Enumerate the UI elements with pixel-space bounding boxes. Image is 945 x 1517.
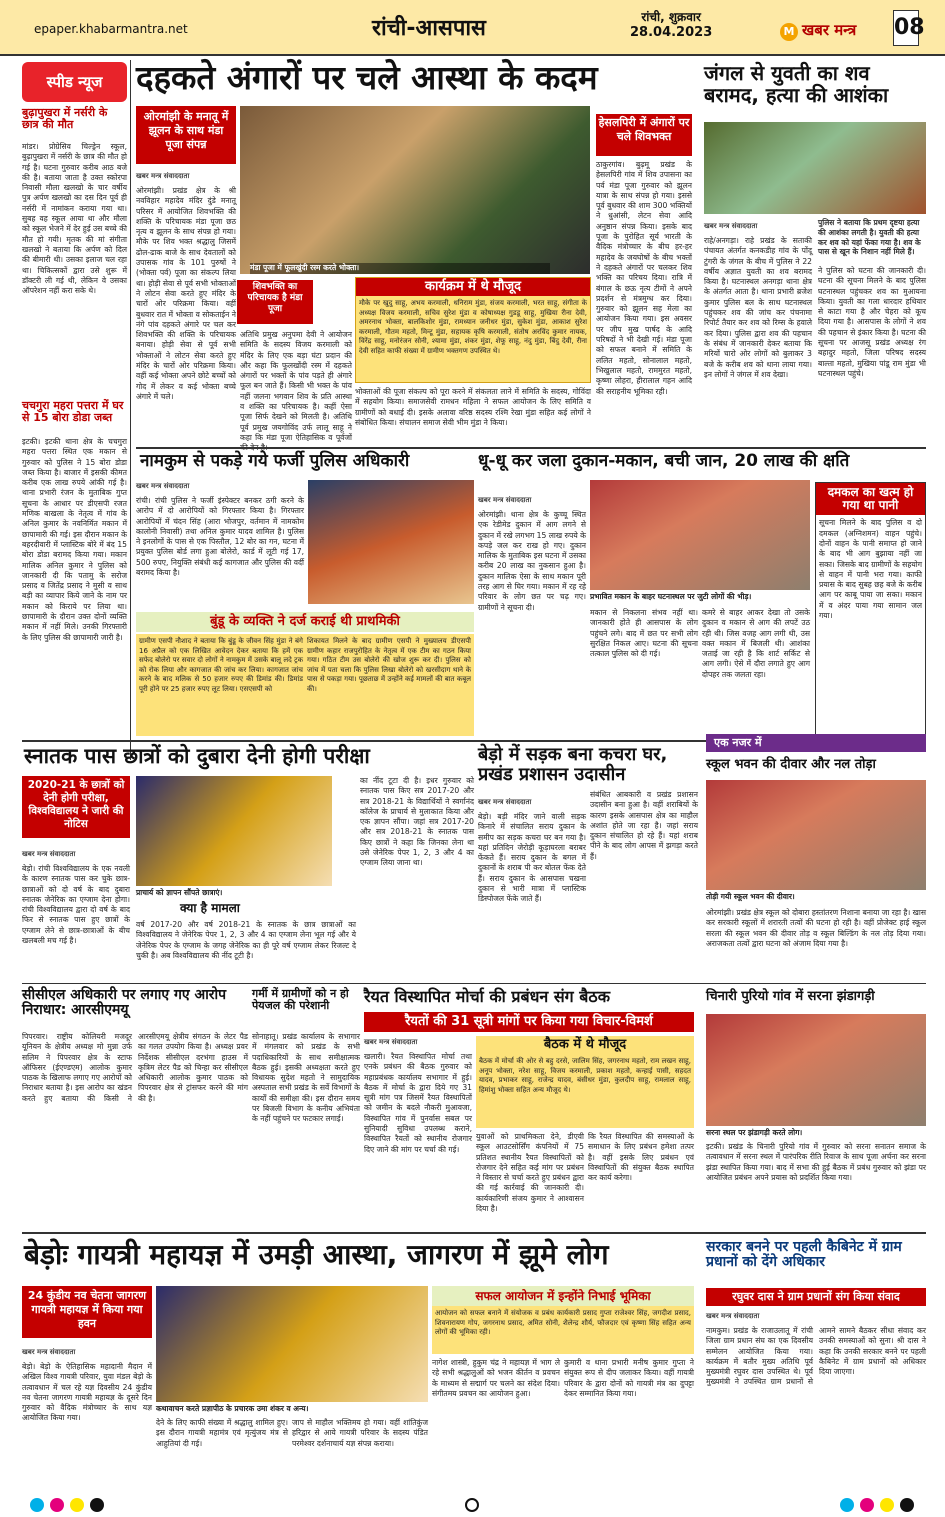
exam-photo-caption: प्राचार्य को ज्ञापन सौंपते छात्राएं। [136,888,223,897]
fire-story-col1: ओरमांझी। थाना क्षेत्र के कुच्चू स्थित एक रेडीमेड दुकान में आग लगने से दुकान में रखे लगभग 15 लाख रुपये के कपड़े जल कर राख हो गए। दुकान मालिक के मुताबिक इस घटना में उसका करीब 20 लाख का नुकसान हुआ है। दुकान मालिक ऐसा के साथ मकान पूरी तरह आग से घिर गया। मकान में रह रहे परिवार के लोग छत पर चढ़ गए। ग्रामीणों ने सूचना दी। [478,510,586,612]
speed-headline-1: बुढ़ापुखरा में नर्सरी के छात्र की मौत [22,106,108,132]
wall-story: ओरमांझी। प्रखंड क्षेत्र स्कूल को दोबारा हस्तांतरण निशाना बनाया जा रहा है। खास कर सरकारी स्कूलों में शरारती तत्वों की घटना हो रही है। वहीं प्रोजेक्ट हाई स्कूल सरला की स्कूल भवन की दीवार तोड़ व स्कूल बिल्डिंग के नल तोड़ दिया गया। अराजकता तत्वों द्वारा घटना को अंजाम दिया गया है। [706,908,926,948]
raiyat-story-col2: युवाओं को प्राथमिकता देने, डीएवी स्कूल आउटसोर्सिंग कंपनियों में 75 प्रतिशत स्थानीय रैयत विस्थापितों को रोजगार देने सहित कई मांग पर प्रबंधन ने विस्तार से चर्चा करते हुए प्रबंधन द्वारा की गई कार्रवाई की जानकारी दी। कार्यकारिणी संजय कुमार ने आश्वासन दिया है। [476,1132,584,1214]
column-divider [130,60,131,760]
fire-story-col3: कमरे से बाहर आकर देखा तो उसके दुकान व मकान से आग की लपटें उठ रही थी। जिस वजह आग लगी थी, उस वक्त मकान में बिजली थी। आशंका जताई जा रही है कि शार्ट सर्किट से आग लगी। ऐसे में दौरा लगाते हुए आग दोपहर तक जलता रहा। [702,608,810,679]
fire-story-col2: मकान से निकलना संभव नहीं था। जानकारी होते ही आसपास के लोग पहुंचने लगे। बाद में छत पर सभी लोग सुरक्षित निकल आए। घटना की सूचना तत्काल पुलिस को दी गई। [590,608,698,659]
road-story-col2: संबंधित आबकारी व प्रखंड प्रशासन उदासीन बना हुआ है। वहीं शराबियों के कारण इसके आसपास क्षेत्र का माहौल अशांत होते जा रहा है। जहां सराय दुकान संचालित हो रहे हैं। यहां शराब पीने के बाद लोग आपस में झगड़ा करते हैं। [590,790,698,861]
dateline [630,8,712,40]
magenta-dot [50,1498,64,1512]
cyan-dot [30,1498,44,1512]
fire-photo [590,480,810,590]
wall-photo [706,780,926,890]
fire-photo-caption: प्रभावित मकान के बाहर घटनास्थल पर जुटी लोगों की भीड़। [590,592,752,601]
main-pullquote: शिवभक्ति का परिचायक है मंडा पूजा [237,280,313,324]
main-subhead: ओरमांझी के मनातू में झूलन के साथ मंडा पूजा संपन्न [136,106,236,164]
hesal-headline: हेसलपिरी में अंगारों पर चले शिवभक्त [596,114,692,156]
police-photo [308,480,474,604]
raiyat-story-col3: कि रैयत विस्थापित की समस्याओं के समाधान के लिए प्रबंधन हमेशा तत्पर है। वहीं इसके लिए प्रबंधन एवं विस्थापितों की संयुक्त बैठक स्थापित कर कार्य करेगा। [588,1132,694,1183]
exam-story-col3: का नींद टूटा दी है। इधर गुरुवार को स्नातक पास किए सत्र 2017-20 और सत्र 2018-21 के विद्यार्थियों ने स्वर्गानंद कॉलेज के प्राचार्य से मुलाकात किया और एक ज्ञापन सौंपा। जहां सत्र 2017-20 और सत्र 2018-21 के स्नातक पास किए छात्रों ने कहा कि जिनका लेना था उसे जेनेरिक पेपर 1, 2, 3 और 4 का एग्जाम लिया जाना था। [360,776,474,868]
place: रांची, शुक्रवार [641,10,701,24]
cabinet-story: नामकुम। प्रखंड के राजाउलातू में रांची जिला ग्राम प्रधान संघ का एक दिवसीय सम्मेलन आयोजित किया गया। कार्यक्रम में बतौर मुख्य अतिथि पूर्व मुख्यमंत्री रघुवर दास उपस्थित थे। पूर्व मुख्यमंत्री ने उपस्थित ग्राम प्रधानों से आमने सामने बैठकर सीधा संवाद कर उनकी समस्याओं को सुना। श्री दास ने कहा कि उनकी सरकार बनने पर पहली कैबिनेट में ग्राम प्रधानों को अधिकार दिया जाएगा। [706,1326,926,1387]
speed-headline-2: चचगुरा महरा पत्तरा में घर से 15 बोरा डोडा जब्त [22,399,124,425]
chinari-headline: चिनारी पुरियो गांव में सरना झंडागड़ी [706,989,875,1004]
fire-box [815,482,926,736]
cabinet-headline: सरकार बनने पर पहली कैबिनेट में ग्राम प्रधानों को देंगे अधिकार [706,1239,902,1271]
exam-story-col2: वर्ष 2017-20 और वर्ष 2018-21 के स्नातक के छात्र छात्राओं का विश्वविद्यालय ने जेनेरिक पेपर 1, 2, 3 और 4 का एग्जाम लेना भूल गई और ये जेनेरिक पेपर के एग्जाम के जगह जेनेरिक का ही पूरे वर्ष एग्जाम लेकर रिजल्ट दे चुकी है। अब विश्वविद्यालय की नींद टूटी है। [136,920,356,960]
hesal-story: ठाकुरगांव। बुढ़मू प्रखंड के हेसलपिरी गांव में शिव उपासना का पर्व मंडा पूजा गुरुवार को झूलन यात्रा के साथ संपन्न हो गया। इससे पूर्व बुधवार की शाम 300 भक्तियों ने धुआंसी, लेटन सेवा आदि अनुष्ठान संपन्न किया। इसके बाद पूजा के पुरोहित सूर्य भारती के वैदिक मंत्रोच्चार के बीच हर-हर महादेव के जयघोषों के बीच भक्तों ने दहकते अंगारों पर चलकर शिव भक्ति का परिचय दिया। रात्रि में बंगाल के छऊ नृत्य टीमों ने अपने प्रदर्शन से मंत्रमुग्ध कर दिया। गुरुवार को झूलन सह मेला का आयोजन किया गया। इस अवसर पर जीप मुख पार्षद के आदि परिषदों ने भी देखी गई। मंडा पूजा को सफल बनाने में समिति के ललित महतो, सोनालाल महतो, भिखुलाल महतो, राममुरत महतो, कृष्णा लोहरा, हीरालाल गहन आदि की सराहनीय भूमिका रही। [596,160,692,396]
brand-icon: M [780,23,798,41]
black-dot [90,1498,104,1512]
cabinet-subhead: रघुवर दास ने ग्राम प्रधानों संग किया संवाद [706,1288,926,1306]
exam-subhead-2: क्या है मामला [180,901,240,915]
gayatri-box-text: आयोजन को सफल बनाने में संयोजक व प्रबंध कार्यकारी प्रसाद गुप्ता राजेश्वर सिंह, जगदीश प्रसाद, शिवनारायण गोप, जगरनाथ प्रसाद, अमित सोनी, शैलेन्द्र शौर्य, फौजदार एवं कृष्णा सिंह सहित अन्य लोगों की भूमिका रही। [432,1306,694,1354]
gayatri-story-col4: नागेश शास्त्री, हुकुम चंद्र ने महायज्ञ में भाग ले रहे सभी श्रद्धालुओं को भजन कीर्तन व प्रवचन के माध्यम से सद्मार्ग पर चलने का संदेश दिया। संगीतमय प्रवचन का आयोजन हुआ। [432,1358,560,1398]
main-story-col1: ओरमांझी। प्रखंड क्षेत्र के श्री नवविहार महादेव मंदिर दुंडे मनातू परिसर में आयोजित शिवभक्ति की शक्ति के परिचायक मंडा पूजा छठ नृत्य व झूलन के साथ संपन्न हो गया। मौके पर शिव भक्त श्रद्धालु जिसमें ढोल-ढाक बाजे के साथ देवतालों को उपासक गांव के 101 पुरुषों ने (भोक्ता पर्व) पूजा का संकल्प लिया था। होड़ी सेवा से पूर्व सभी भोक्ताओं ने लोटन सेवा करते हुए मंदिर के चारों ओर परिक्रमा किया। वहीं बुधवार रात में भोक्ता व सोकताईन ने नंगे पांव दहकते अंगारे पर चल कर शिवभक्ति की शक्ति के परिचायक बनाया। होड़ी सेवा से पूर्व सभी भोक्ताओं ने लोटन सेवा करते हुए मंदिर के चारों ओर परिक्रमा किया। वहीं कई भोक्ता अपने छोटे बच्चों को गोद में लेकर व कई भोक्ता बच्चे अंगारे में चले। [136,186,237,401]
exam-byline: खबर मन्त्र संवाददाता [22,850,76,858]
speed-news-badge: स्पीड न्यूज [22,62,127,102]
fire-headline: धू-धू कर जला दुकान-मकान, बची जान, 20 लाख की क्षति [478,451,850,471]
road-headline: बेड़ो में सड़क बना कचरा घर, प्रखंड प्रशासन उदासीन [478,744,668,785]
yellow-dot [880,1498,894,1512]
ccl-story: पिपरवार। राष्ट्रीय कोलियरी मजदूर यूनियन के क्षेत्रीय अध्यक्ष मो मुन्ना उर्फ सलिम ने पिपरवार क्षेत्र के स्टाफ ऑफिसर (ईएण्डएम) आलोक कुमार पाठक के खिलाफ लगाए गए आरोपों को निराधार बताया है। इस आरोप का खंडन करते हुए बताया की किसी ने आरसीएमयू क्षेत्रीय संगठन के लेटर पैड का गलत उपयोग किया है। अध्यक्ष प्रवर निर्देशक सीसीएल दरभंगा हाउस में कृत्रिम लेटर पैड को चिन्हा कर सीसीएल अधिकारी आलोक कुमार पाठक को पिपरवार क्षेत्र से ट्रांसफर करने की मांग की है। [22,1032,248,1103]
registration-marks [0,1490,945,1517]
cyan-dot [840,1498,854,1512]
fire-byline: खबर मन्त्र संवाददाता [478,496,532,504]
yellow-dot [70,1498,84,1512]
black-dot [900,1498,914,1512]
gayatri-byline: खबर मन्त्र संवाददाता [22,1348,76,1356]
section-rule [22,1232,926,1234]
main-story-col2: अतिथि प्रमुख अनुपमा देवी ने आयोजन समिति के सदस्य विजय करमाली को मंदिर के लिए एक बड़ा घंटा प्रदान की और कहा कि फूलखोंदी रस्म में दहकते अंगारों पर भक्तों के पांव पड़ते ही अंगारे फूल बन जाते हैं। किसी भी भक्त के पांव नहीं जलना भगवान शिव के प्रति आस्था व शक्ति का परिचायक है। कहीं ऐसा पूजा सिर्फ देखने को मिलती है। अतिथि पूर्व प्रमुख जयगोविंद उर्फ लालू साहू ने कहा कि मंडा पूजा ऐतिहासिक व पूर्वजों [240,330,352,442]
police-box [136,634,474,736]
gayatri-subhead: 24 कुंडीय नव चेतना जागरण गायत्री महायज्ञ में किया गया हवन [22,1286,152,1338]
date: 28.04.2023 [630,25,713,40]
police-story: रांची। रांची पुलिस ने फर्जी इंस्पेक्टर बनकर ठगी करने के आरोप में दो आरोपियों को गिरफ्तार किया है। गिरफ्तार आरोपियों में चंदन सिंह (आरा भोजपुर, वर्तमान में नामकोम कालोनी निवासी) तथा अनिल कुमार यादव शामिल है। पुलिस ने इनलोगों के पास से एक पिस्तौल, 12 बोर का गन, घटना में प्रयुक्त पुलिस बोर्ड लगा हुआ बोलेरो, कार्ड में लूटी गई 17, 500 रुपए, नियुक्ति संबंधी कई कागजात और पुलिस की वर्दी बरामद किया है। [136,496,304,578]
raiyat-subhead: रैयतों की 31 सूत्री मांगों पर किया गया विचार-विमर्श [364,1012,694,1032]
gayatri-story-col5: कुमारी व थाना प्रभारी मनीष कुमार गुप्ता ने संयुक्त रूप से दीप जलाकर किया। वहीं गायत्री परिवार के द्वारा दोनों को गायत्री मंत्र का दुपट्टा देकर सम्मानित किया गया। [564,1358,694,1398]
fire-box-title: दमकल का खत्म हो गया था पानी [816,483,925,515]
attendees-box [355,277,591,383]
fire-box-text: सूचना मिलने के बाद पुलिस व दो दमकल (अग्निशमन) वाहन पहुंचे। दोनों वाहन के पानी समाप्त हो जाने के बाद भी आग बुझाया नहीं जा सका। जिसके बाद ग्रामीणों के सहयोग से वाहन में पानी भरा गया। काफी प्रयास के बाद सुबह छह बजे के करीब आग पर काबू पाया जा सका। मकान में व अंदर पाया गया सामान जल गया। [819,518,922,621]
gayatri-photo-caption: कथावाचन करते प्रज्ञापीठ के प्रचारक उमा शंकर व अन्य। [156,1404,309,1413]
body-pullquote: पुलिस ने बताया कि प्रथम दृष्टया हत्या की आशंका लगती है। युवती की हत्या कर शव को यहां फेंका गया है। शव के पास से खून के निशान नहीं मिले हैं। [818,218,921,257]
gayatri-box-title: सफल आयोजन में इन्होंने निभाई भूमिका [432,1286,694,1306]
main-byline: खबर मन्त्र संवाददाता [136,172,190,180]
police-box-col1: ग्रामीण एसपी नौशाद ने बताया कि बुंडू के जीवन सिंह मुंडा ने बंगे 16 अप्रैल को एक लिखित आवेदन देकर बताया कि हमें एक सफेद बोलेरो पर सवार दो लोगों ने नामकुम में उसके बालू लदे ट्रक को रोक लिया और कागजात की जांच कर लिया। कागजात जांच करने के बाद मलिक से 50 हजार रुपए की डिमांड की। डिमांड पूरी होने पर 25 हजार रुपए लूट लिया। एसएसपी को [139,637,303,693]
road-byline: खबर मन्त्र संवाददाता [478,798,532,806]
chinari-photo-caption: सरना स्थल पर झंडागड़ी करते लोग। [706,1128,803,1137]
water-headline: गर्मी में ग्रामीणों को न हो पेयजल की परेशानी [252,987,349,1013]
exam-headline: स्नातक पास छात्रों को दुबारा देनी होगी परीक्षा [24,744,370,768]
gayatri-story-col2: देने के लिए काफी संख्या में श्रद्धालु शामिल हुए। इस दौरान गायत्री महामंत्र एवं मृत्युंजय मंत्र से आहुतियां दी गई। [156,1418,288,1448]
attendees-box-title: कार्यक्रम में थे मौजूद [356,278,590,296]
raiyat-box-title: बैठक में थे मौजूद [543,1037,627,1052]
section-title: रांची-आसपास [372,16,486,41]
speed-story-1: मांडर। प्रोग्रेसिव चिल्ड्रेन स्कूल, बुढ़ापुखरा में नर्सरी के छात्र की मौत हो गई है। घटना गुरुवार करीब आठ बजे की है। बताया जाता है उक्त स्कोरपा निवासी मौला खलखो के चार वर्षीय पुत्र अर्पण खलखो का दस दिन पूर्व ही नर्सरी में नामांकन कराया गया था। सुबह वह स्कूल आया था और मौला को स्कूल भेजने में देर हुई उस बच्चे की मौत हो गयी। मृतक की मां संगीता खलखो ने बताया कि अर्पण को दिल की बीमारी थी। उसका इलाज चल रहा था। चिकित्सकों द्वारा उसे शुरू में डॉक्टरी ली गई थी, लेकिन वे उसका ऑपरेशन नहीं करा सके थे। [22,142,127,296]
section-rule [136,447,926,449]
exam-story-col1: बेड़ो। रांची विश्वविद्यालय के एक नवली के कारण स्नातक पास कर चुके छात्र-छात्राओं को दो वर्ष के बाद दुबारा स्नातक जेनेरिक का एग्जाम देना होगा। रांची विश्वविद्यालय द्वारा दो वर्ष के बाद फिर से स्नातक पास हुए छात्रों के एग्जाम लेने से छात्र-छात्राओं के बीच खलबली मच गई है। [22,864,130,946]
page-number: 08 [893,10,919,46]
speed-story-2: इटकी। इटकी थाना क्षेत्र के चचगुरा महरा पत्तरा स्थित एक मकान से गुरुवार को पुलिस ने 15 बोरा डोडा जब्त किया है। बाजार में इसकी कीमत करीब एक लाख रुपये आंकी गई है। थाना प्रभारी रंजन के मुताबिक गुप्त सूचना के आधार पर डीएसपी रजत मणिक बाखला के नेतृत्व में गांव के अनिल कुमार के नवनिर्मित मकान में छापामारी की गई। इस दौरान मकान के बहरदीवारी में प्लास्टिक बोरे में बंद 15 बोरा डोडा बरामद किया गया। मकान मालिक अनिल कुमार ने पुलिस को जानकारी दी कि पतामु के सरोज प्रसाद व जितेंद्र प्रसाद ने मुसी व साथ बड़ी का व्यापार किये जाने के नाम पर मकान को किराये पर लिया था। छापामारी के दौरान उक्त दोनों व्यक्ति मकान में नहीं मिले। उनकी गिरफ्तारी के लिए पुलिस की छापामारी जारी है। [22,437,127,642]
police-headline: नामकुम से पकड़े गये फर्जी पुलिस अधिकारी [140,451,410,471]
brand-logo [780,20,856,41]
raiyat-story-col1: खलारी। रैयत विस्थापित मोर्चा तथा एनके प्रबंधन की बैठक गुरुवार को महाप्रबंधक कार्यालय सभागार में हुई। बैठक में मोर्चा के द्वारा दिये गए 31 सूत्री मांग पत्र जिसमें रैयत विस्थापितों को जमीन के बदले नौकरी मुआवजा, विस्थापित गांव में पुनर्वास सबल पर सुनियादी सुविधा उपलब्ध कराने, विस्थापित रैयतों को स्थानीय रोजगार दिए जाने की मांग पर चर्चा की गई। [364,1052,472,1154]
police-subhead: बुंडू के व्यक्ति ने दर्ज कराई थी प्राथमिकी [136,612,474,632]
wall-headline: स्कूल भवन की दीवार और नल तोड़ा [706,757,876,772]
attendees-box-text: मौके पर खुदु साहू, अभय करमाली, धनिराम मुंडा, संजय करमाली, भरत साहू, संगीता के अध्यक्ष विजय करमाली, सचिव सुरेश मुंडा व कोषाध्यक्ष गुडडू साहू, मुखिया रीना देवी, अमरनाथ भोक्ता, बालकिशोर मुंडा, रामध्यान जनीधर मुंडा, सुकेश मुंडा, आकाश सुरेश करमाली, गौतम महतो, मिन्टू मुंडा, सहायक कृषि करमाली, संतोष अरविंद कुमार नायक, विरेंद्र साहू, मनोरंजन सोनी, श्यामा मुंडा, शंकर मुंडा, शेफू साहू, नंदु मुंडा, बिंदु देवी, रीना देवी सहित काफी संख्या में ग्रामीण भक्तगण उपस्थित थे। [359,299,587,355]
chinari-story: इटकी। प्रखंड के चिनारी पुरियो गांव में गुरुवार को सरना सनातन समाज के तत्वावधान में सरना स्थल में पारंपरिक रीति रिवाज के साथ पूजा अर्चना कर सरना झंडा स्थापित किया गया। बाद में सभा की हुई बैठक में प्रबंध गुरुवार को झंडा पर आयोजित प्रबंधन अपने प्रयास को प्रदर्शित किया गया। [706,1142,926,1182]
masthead [0,0,945,56]
cabinet-byline: खबर मन्त्र संवाददाता [706,1312,760,1320]
gayatri-story-col3: जाप से माहौल भक्तिमय हो गया। वहीं शांतिकुंज हरिद्वार से आये गायत्री परिवार के सदस्य पंडित परमेश्वर दर्शनाचार्य यज्ञ संपन्न कराया। [292,1418,428,1448]
police-byline: खबर मन्त्र संवाददाता [136,482,190,490]
body-story-col1: राहे/अनगड़ा। राहे प्रखंड के सताकी पंचायत अंतर्गत कनकडीह गांव के पोंदू टुंगरी के जंगल के बीच में पुलिस ने 22 वर्षीय अज्ञात युवती का शव बरामद किया है। घटनास्थल अनगड़ा थाना क्षेत्र के अंतर्गत आता है। थाना प्रभारी ब्रजेश कुमार पुलिस बल के साथ घटनास्थल पहुंचकर शव की जांच कर पंचनामा रिपोर्ट तैयार कर शव को रिम्स के हवाले कर दिया। पुलिस द्वारा शव की पहचान के संबंध में जानकारी देकर बताया कि मरियों चारो ओर लोगों को बुलाकर 3 बजे के करीब शव को थाना लाया गया। इन लोगों ने जंगल में शव देखा। [704,236,812,379]
raiyat-headline: रैयत विस्थापित मोर्चा की प्रबंधन संग बैठक [364,987,610,1006]
manda-photo-caption: मंडा पूजा में फूलखुंदी रस्म करते भोक्ता। [250,263,550,274]
gayatri-headline: बेड़ोः गायत्री महायज्ञ में उमड़ी आस्था, जागरण में झूमे लोग [24,1238,609,1271]
crosshair-icon [465,1498,479,1512]
body-story-col2: ने पुलिस को घटना की जानकारी दी। घटना की सूचना मिलने के बाद पुलिस घटनास्थल पहुंचकर शव का मुआयना किया। युवती का गला धारदार हथियार से काटा गया है और चेहरा को कूच दिया गया है। आसपास के लोगों ने शव की पहचान से इंकार किया है। घटना की सूचना पर आजसू प्रखंड अध्यक्ष रंग बहादुर महतो, जिला परिषद सदस्य बाल्ता महतो, मुखिया पांडू राम मुंडा भी घटनास्थल पहुंचे। [818,266,926,378]
nazar-tag: एक नजर में [706,734,926,752]
body-byline: खबर मन्त्र संवाददाता [704,222,758,230]
section-rule [22,983,926,984]
exam-photo [136,776,332,886]
road-story-col1: बेड़ो। बड़ी मंदिर जाने वाली सड़क किनारे में संचालित सराय दुकान के समीप का सड़क कचरा घर बन गया है। यहां प्रतिदिन जेरोड़ी कूड़ाघरला बराबर फेंकते हैं। सराय दुकान के बगल में दुकानों के शराब पी कर बोतल फेंक देते हैं। सराय दुकान के आसपास चखना दुकान से भारी मात्रा में प्लास्टिक डिस्पोजल फेंके जाते हैं। [478,812,586,904]
body-headline: जंगल से युवती का शव बरामद, हत्या की आशंका [704,61,889,107]
raiyat-byline: खबर मन्त्र संवाददाता [364,1038,418,1046]
raiyat-box-text: बैठक में मोर्चा की ओर से बहु दरसे, जालिम सिंह, जगरनाथ महतो, राम लखन साहू, अनूप भोक्ता, नरेश साहू, विजय करमाली, प्रकाश महतो, कन्हाई पासी, सहदत यादव, प्रभाकर साहू, राजेन्द्र यादव, बंसीधर मुंडा, कुलदीप साहू, रामलाल साहू, हिमांशु भोक्ता सहित अन्य मौजूद थे। [479,1057,691,1094]
magenta-dot [860,1498,874,1512]
ccl-headline: सीसीएल अधिकारी पर लगाए गए आरोप निराधार: आरसीएमयू [22,987,227,1019]
wall-photo-caption: तोड़ी गयी स्कूल भवन की दीवार। [706,892,795,901]
gayatri-story-col1: बेड़ो। बेड़ो के ऐतिहासिक महादानी मैदान में अखिल विश्व गायत्री परिवार, युवा मंडल बेड़ो के तत्वावधान में चल रहे यज्ञ दिवसीय 24 कुंडीय नव चेतना जागरण गायत्री महायज्ञ के दूसरे दिन गुरुवार को वैदिक मंत्रोच्चार के साथ यज्ञ आयोजित किया गया। [22,1362,152,1423]
gayatri-photo [156,1286,428,1402]
brand-name: खबर मन्त्र [802,21,857,39]
chinari-photo [706,1014,926,1126]
police-box-col2: शिकायत मिलने के बाद ग्रामीण एसपी ने मुख्यालय डीएसपी ग्रामीण कहार राजपुरोहित के नेतृत्व में एक टीम का गठन किया गया। गठित टीम उस बोलेरो की खोज शुरू कर दी। पुलिस को जांच में पता चला कि पुलिस लिखा बोलेरो को खरसीदाग थाने के पास से पकड़ा गया। पूछताछ में उन्होंने कई मामलों की बात कबूल की। [307,637,471,693]
manda-puja-photo [240,106,590,274]
water-story: सोनाहातू। प्रखंड कार्यालय के सभागार में मंगलवार को प्रखंड के सभी पदाधिकारियों के साथ समीक्षात्मक बैठक हुई। इसकी अध्यक्षता करते हुए विधायक सुदेश महतो ने सामुदायिक अस्पताल सभी प्रखंड के सर्वे विभागों के कार्यों की समीक्षा की। इस दौरान समय पर बिजली विभाग के कनीय अभियंता के नहीं पहुंचने पर फटकार लगाई। [252,1032,360,1124]
raiyat-box [476,1036,694,1128]
site-url[interactable]: epaper.khabarmantra.net [34,22,188,36]
exam-subhead: 2020-21 के छात्रों को देनी होगी परीक्षा, विश्वविद्यालय ने जारी की नोटिस [22,776,130,838]
body-photo [704,122,926,214]
main-headline: दहकते अंगारों पर चले आस्था के कदम [136,58,598,97]
main-story-col3: भोक्ताओं की पूजा संकल्प को पूरा करने में संकलता लाने में समिति के सदस्य, गोविंदा में सहयोग किया। समाजसेवी रामधन महिला ने सफल आयोजन के लिए समिति व ग्रामीणों को बधाई दी। इसके अलावा वरिष्ठ सदस्य रश्मि रेखा मुंडा सहित कई लोगों ने संबोधित किया। संचालन समाज सेवी भीम मुंडा ने किया। [355,387,591,427]
